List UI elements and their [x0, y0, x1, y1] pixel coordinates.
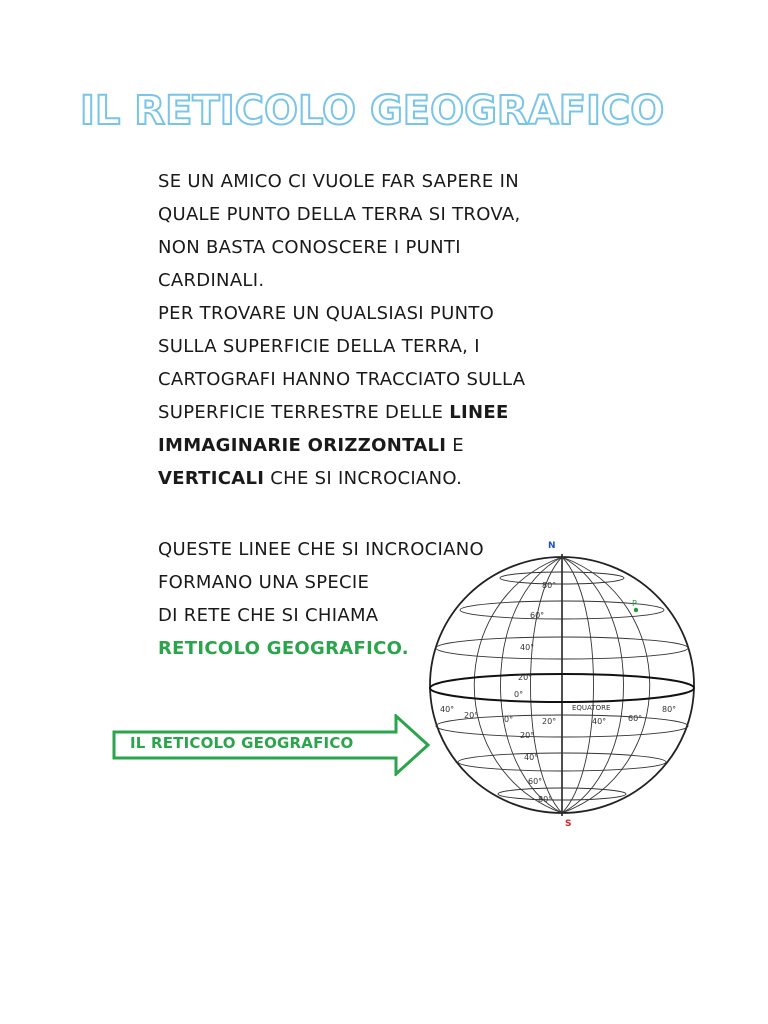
lat-label: 40° — [520, 643, 535, 652]
text-line: NON BASTA CONOSCERE I PUNTI — [158, 237, 461, 258]
north-label: N — [548, 541, 556, 551]
lon-label: 60° — [628, 714, 643, 723]
highlight-term: RETICOLO GEOGRAFICO. — [158, 638, 409, 659]
lat-label: 0° — [514, 690, 524, 699]
text-line — [158, 396, 525, 429]
lon-label: 20° — [464, 711, 479, 720]
point-label: P — [632, 599, 637, 608]
text-line: QUESTE LINEE CHE SI INCROCIANO — [158, 539, 484, 560]
lon-label: 20° — [542, 717, 557, 726]
text-line: CARTOGRAFI HANNO TRACCIATO SULLA — [158, 369, 526, 390]
text-line: FORMANO UNA SPECIE — [158, 572, 370, 593]
arrow-callout — [112, 714, 432, 776]
bold-term: LINEE — [449, 402, 509, 423]
text-segment: SUPERFICIE TERRESTRE DELLE — [158, 402, 450, 423]
south-label: S — [565, 819, 572, 829]
text-line: DI RETE CHE SI CHIAMA — [158, 605, 379, 626]
lat-label: 40° — [524, 753, 539, 762]
lat-label: 20° — [518, 673, 533, 682]
lat-label: 20° — [520, 731, 535, 740]
equator-label: EQUATORE — [572, 704, 611, 712]
text-line: QUALE PUNTO DELLA TERRA SI TROVA, — [158, 204, 521, 225]
text-line — [158, 462, 525, 495]
text-line: SULLA SUPERFICIE DELLA TERRA, I — [158, 336, 480, 357]
text-segment: E — [446, 435, 464, 456]
page-title: IL RETICOLO GEOGRAFICO — [80, 88, 665, 134]
text-line: PER TROVARE UN QUALSIASI PUNTO — [158, 303, 495, 324]
bold-term: IMMAGINARIE ORIZZONTALI — [158, 435, 447, 456]
lat-label: 80° — [538, 795, 553, 804]
text-segment: CHE SI INCROCIANO. — [264, 468, 463, 489]
arrow-label: IL RETICOLO GEOGRAFICO — [130, 734, 354, 752]
text-line: CARDINALI. — [158, 270, 265, 291]
text-line — [158, 429, 525, 462]
lon-label: 40° — [592, 717, 607, 726]
text-line: SE UN AMICO CI VUOLE FAR SAPERE IN — [158, 171, 519, 192]
lon-label: 40° — [440, 705, 455, 714]
lon-label: 80° — [662, 705, 677, 714]
globe-diagram — [420, 540, 700, 830]
lat-label: 60° — [528, 777, 543, 786]
intro-paragraph — [158, 165, 525, 495]
bold-term: VERTICALI — [158, 468, 265, 489]
lat-label: 80° — [542, 581, 557, 590]
point-marker — [634, 608, 638, 612]
lat-label: 60° — [530, 611, 545, 620]
lon-label: 0° — [504, 715, 514, 724]
